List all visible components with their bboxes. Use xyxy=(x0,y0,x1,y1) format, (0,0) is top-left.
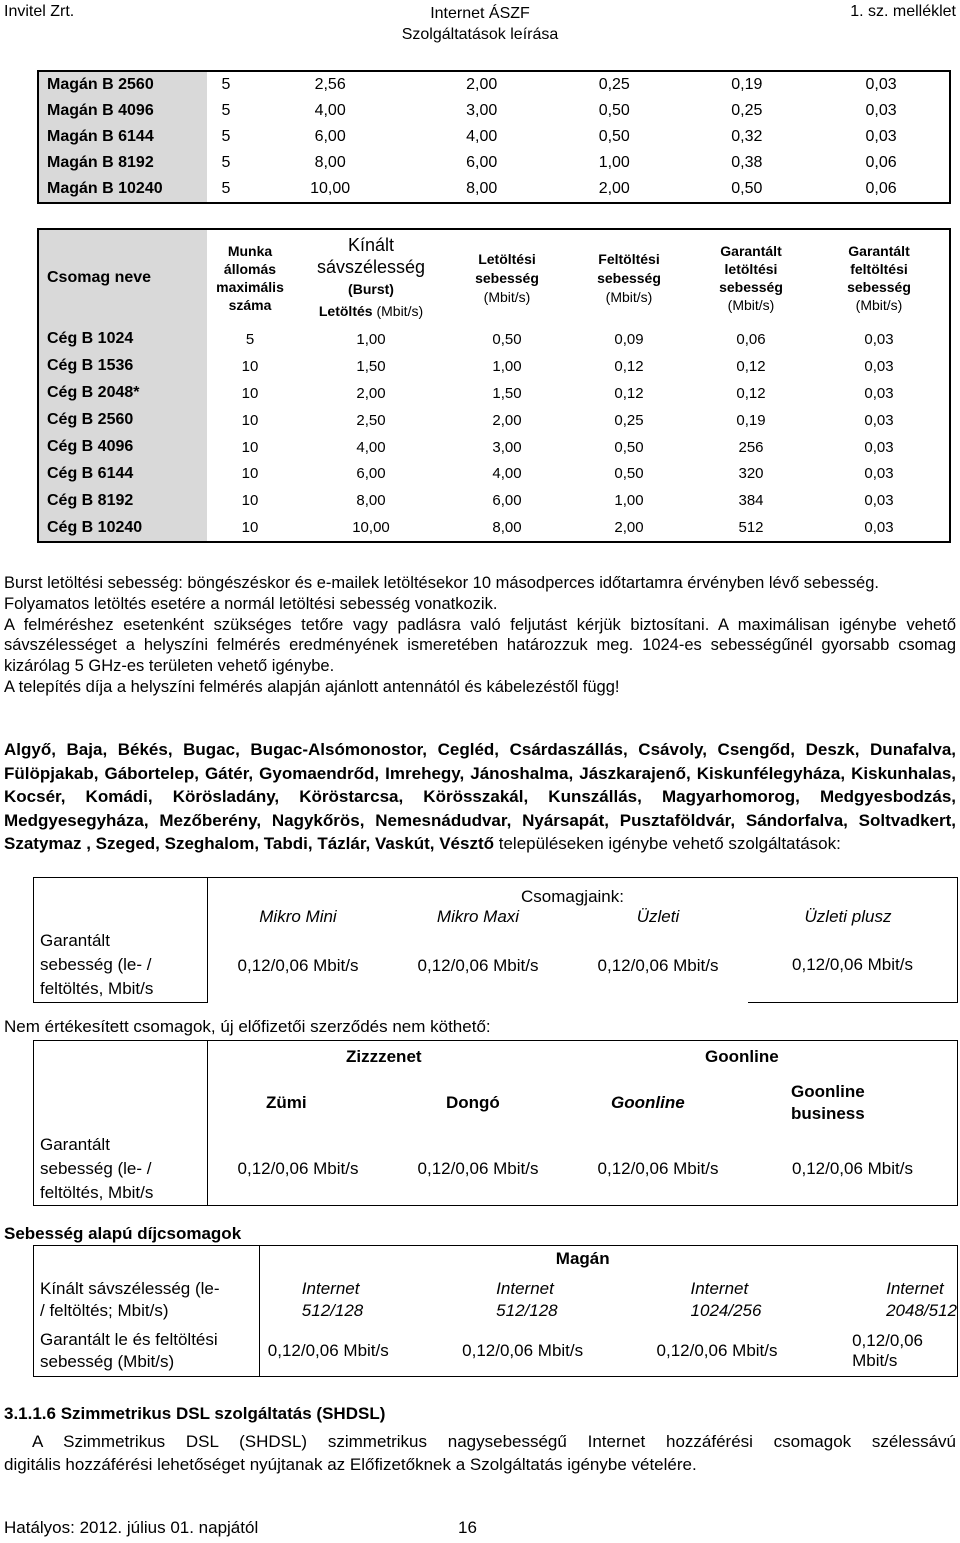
value-cell: 0,12 xyxy=(736,384,766,402)
table-row xyxy=(38,176,950,203)
package-name-cell: Magán B 10240 xyxy=(38,176,207,203)
note-burst: Burst letöltési sebesség: böngészéskor és e-mailek letöltésekor 10 másodperces időtartamra érvényben lévő sebesség. Folyamatos letöltés esetére a normál letöltési sebesség vonatkozik. xyxy=(4,574,879,613)
group-zizzzenet: Zizzzenet xyxy=(346,1047,422,1066)
header-annex: 1. sz. melléklet xyxy=(850,3,956,20)
group-goonline: Goonline xyxy=(705,1047,779,1066)
value-cell: 0,03 xyxy=(864,411,894,429)
value-cell: 0,03 xyxy=(865,76,897,93)
col-goonline-business: Goonline business xyxy=(791,1082,865,1123)
value-cell: 2,56 xyxy=(314,76,346,93)
value-cell: 5 xyxy=(221,102,231,119)
value-cell: 0,06 xyxy=(736,330,766,348)
packages-table xyxy=(33,877,958,1003)
table-header-row xyxy=(38,229,950,326)
value-goonline: 0,12/0,06 Mbit/s xyxy=(568,1133,748,1206)
value-cell: 320 xyxy=(738,465,764,483)
value-cell: 0,50 xyxy=(614,438,644,456)
value-cell: 0,03 xyxy=(864,330,894,348)
value-cell: 0,25 xyxy=(731,102,763,119)
value-cell: 0,03 xyxy=(865,128,897,145)
notes-block xyxy=(4,573,956,698)
value-cell: 8,00 xyxy=(492,519,522,537)
package-name-cell: Cég B 4096 xyxy=(38,434,207,461)
table-row xyxy=(38,514,950,542)
value-cell: 6,00 xyxy=(356,465,386,483)
value-cell: 0,06 xyxy=(865,180,897,197)
table-row xyxy=(38,326,950,353)
col-workstations: Munka állomás maximális száma xyxy=(216,243,284,313)
value-cell: 6,00 xyxy=(314,128,346,145)
value-cell: 10 xyxy=(241,357,259,375)
value-cell: 0,03 xyxy=(864,492,894,510)
col-package-name: Csomag neve xyxy=(38,229,207,326)
col-zumi: Zümi xyxy=(266,1093,307,1112)
group-magan: Magán xyxy=(259,1246,957,1273)
value-zumi: 0,12/0,06 Mbit/s xyxy=(208,1133,389,1206)
value-cell: 4,00 xyxy=(314,102,346,119)
value-cell: 3,00 xyxy=(492,438,522,456)
header-company: Invitel Zrt. xyxy=(4,3,75,20)
speed-packages-table xyxy=(33,1245,958,1377)
value-cell: 0,03 xyxy=(864,465,894,483)
note-install: A telepítés díja a helyszíni felmérés alapján ajánlott antennától és kábelezéstől függ! xyxy=(4,677,620,696)
col-guaranteed-download: Garantált letöltési sebesség (Mbit/s) xyxy=(719,243,783,313)
value-cell: 4,00 xyxy=(356,438,386,456)
value-guaranteed-4: 0,12/0,06 Mbit/s xyxy=(844,1327,957,1377)
table-row xyxy=(38,150,950,176)
header-title xyxy=(380,3,580,45)
value-mikro-maxi: 0,12/0,06 Mbit/s xyxy=(417,955,539,975)
value-cell: 0,03 xyxy=(864,357,894,375)
footer-effective-date: Hatályos: 2012. július 01. napjától xyxy=(4,1518,259,1537)
ceg-b-table xyxy=(37,228,951,543)
package-name-cell: Magán B 6144 xyxy=(38,124,207,150)
value-cell: 0,38 xyxy=(731,154,763,171)
value-guaranteed-2: 0,12/0,06 Mbit/s xyxy=(454,1327,648,1377)
value-cell: 0,09 xyxy=(614,330,644,348)
value-cell: 10,00 xyxy=(352,519,390,537)
value-cell: 0,12 xyxy=(614,384,644,402)
value-cell: 0,03 xyxy=(864,519,894,537)
col-mikro-mini: Mikro Mini xyxy=(259,906,337,926)
value-cell: 8,00 xyxy=(314,154,346,171)
value-cell: 6,00 xyxy=(466,154,498,171)
value-cell: 5 xyxy=(221,154,231,171)
towns-suffix: településeken igénybe vehető szolgáltatások: xyxy=(494,834,841,853)
col-uzleti-plusz: Üzleti plusz xyxy=(804,906,892,926)
value-cell: 10 xyxy=(241,465,259,483)
value-cell: 10 xyxy=(241,411,259,429)
value-cell: 2,00 xyxy=(466,76,498,93)
col-upload: Feltöltési sebesség (Mbit/s) xyxy=(597,250,661,305)
value-cell: 2,50 xyxy=(356,411,386,429)
package-name-cell: Magán B 4096 xyxy=(38,98,207,124)
legacy-packages-table xyxy=(33,1040,958,1206)
value-cell: 10 xyxy=(241,384,259,402)
table-row xyxy=(38,353,950,380)
table-row xyxy=(38,380,950,407)
value-cell: 2,00 xyxy=(598,180,630,197)
value-cell: 0,50 xyxy=(598,128,630,145)
value-cell: 4,00 xyxy=(466,128,498,145)
value-uzleti-plusz: 0,12/0,06 Mbit/s xyxy=(748,929,958,1003)
col-guaranteed-upload: Garantált feltöltési sebesség (Mbit/s) xyxy=(847,243,911,313)
table-row xyxy=(38,407,950,434)
package-name-cell: Cég B 8192 xyxy=(38,487,207,514)
row-label-guaranteed: Garantált sebesség (le- / feltöltés, Mbit/s xyxy=(34,929,208,1003)
col-dongo: Dongó xyxy=(446,1093,500,1112)
value-cell: 0,12 xyxy=(614,357,644,375)
header-title-line2: Szolgáltatások leírása xyxy=(401,26,559,43)
value-guaranteed-3: 0,12/0,06 Mbit/s xyxy=(649,1327,845,1377)
col-download: Letöltési sebesség (Mbit/s) xyxy=(475,250,539,305)
table-row xyxy=(38,487,950,514)
shdsl-paragraph xyxy=(4,1430,956,1476)
package-name-cell: Cég B 1536 xyxy=(38,353,207,380)
package-name-cell: Cég B 1024 xyxy=(38,326,207,353)
value-cell: 10 xyxy=(241,492,259,510)
value-cell: 2,00 xyxy=(356,384,386,402)
shdsl-line1: A Szimmetrikus DSL (SHDSL) szimmetrikus nagysebességű Internet hozzáférési csomagok szélessávú xyxy=(32,1432,956,1451)
value-mikro-mini: 0,12/0,06 Mbit/s xyxy=(237,955,359,975)
value-internet-2048-512: Internet 2048/512 xyxy=(844,1273,957,1327)
package-name-cell: Magán B 2560 xyxy=(38,71,207,98)
col-mikro-maxi: Mikro Maxi xyxy=(436,906,520,926)
header-title-line1: Internet ÁSZF xyxy=(430,5,530,22)
value-cell: 10,00 xyxy=(310,180,351,197)
note-survey: A felméréshez esetenként szükséges tetőre vagy padlásra való feljutást kérjük biztosítani. A maximálisan igénybe vehető sávszélességet a helyszíni felmérés eredményének ismeretében határozzuk meg. 1024-es sebességűnél gyorsabb csomag kizárólag 5 GHz-es területen vehető igénybe. xyxy=(4,615,956,676)
value-goonline-business: 0,12/0,06 Mbit/s xyxy=(748,1133,958,1206)
value-cell: 0,03 xyxy=(864,384,894,402)
value-cell: 8,00 xyxy=(356,492,386,510)
value-cell: 0,06 xyxy=(865,154,897,171)
value-cell: 0,50 xyxy=(492,330,522,348)
value-cell: 0,25 xyxy=(598,76,630,93)
value-cell: 6,00 xyxy=(492,492,522,510)
value-cell: 0,25 xyxy=(614,411,644,429)
value-cell: 384 xyxy=(738,492,764,510)
value-cell: 1,50 xyxy=(492,384,522,402)
value-cell: 0,50 xyxy=(598,102,630,119)
value-cell: 2,00 xyxy=(614,519,644,537)
magan-b-table xyxy=(37,70,951,204)
value-cell: 1,50 xyxy=(356,357,386,375)
legacy-header xyxy=(208,1041,958,1133)
value-cell: 1,00 xyxy=(598,154,630,171)
table-row xyxy=(38,460,950,487)
value-cell: 10 xyxy=(241,519,259,537)
row-guaranteed-label: Garantált le és feltöltési sebesség (Mbit/s) xyxy=(34,1327,260,1377)
package-name-cell: Cég B 6144 xyxy=(38,460,207,487)
value-cell: 5 xyxy=(245,330,255,348)
value-uzleti: 0,12/0,06 Mbit/s xyxy=(597,955,719,975)
package-name-cell: Cég B 10240 xyxy=(38,514,207,542)
value-cell: 0,19 xyxy=(736,411,766,429)
value-cell: 1,00 xyxy=(614,492,644,510)
value-cell: 3,00 xyxy=(466,102,498,119)
value-cell: 0,03 xyxy=(865,102,897,119)
value-cell: 0,50 xyxy=(731,180,763,197)
col-goonline: Goonline xyxy=(611,1093,685,1112)
value-cell: 2,00 xyxy=(492,411,522,429)
towns-list: Algyő, Baja, Békés, Bugac, Bugac-Alsómonostor, Cegléd, Csárdaszállás, Csávoly, Csengőd, Deszk, Dunafalva, Fülöpjakab, Gábortelep, Gátér, Gyomaendrőd, Imrehegy, Jánoshalma, Jászkarajenő, Kiskunfélegyháza, Kiskunhalas, Kocsér, Komádi, Körösladány, Köröstarcsa, Körösszakál, Kunszállás, Magyarhomorog, Medgyesbodzás, Medgyesegyháza, Mezőberény, Nagykőrös, Nemesnádudvar, Nyársapát, Pusztaföldvár, Sándorfalva, Soltvadkert, Szatymaz , Szeged, Szeghalom, Tabdi, Tázlár, Vaskút, Vésztő xyxy=(4,740,956,853)
footer-page-number: 16 xyxy=(458,1518,477,1537)
value-internet-1024-256: Internet 1024/256 xyxy=(690,1278,762,1320)
packages-group-title: Csomagjaink: xyxy=(521,886,624,906)
value-cell: 0,12 xyxy=(736,357,766,375)
value-cell: 0,32 xyxy=(731,128,763,145)
row-offered-bandwidth-label: Kínált sávszélesség (le- / feltöltés; Mbit/s) xyxy=(34,1273,260,1327)
legacy-intro: Nem értékesített csomagok, új előfizetői szerződés nem köthető: xyxy=(4,1017,491,1036)
package-name-cell: Cég B 2560 xyxy=(38,407,207,434)
value-cell: 256 xyxy=(738,438,764,456)
value-cell: 5 xyxy=(221,128,231,145)
value-cell: 1,00 xyxy=(356,330,386,348)
value-cell: 5 xyxy=(221,180,231,197)
speed-packages-title: Sebesség alapú díjcsomagok xyxy=(4,1224,242,1243)
value-cell: 10 xyxy=(241,438,259,456)
towns-paragraph xyxy=(4,738,956,856)
col-burst: Kínált sávszélesség (Burst) Letöltés (Mbit/s) xyxy=(316,235,426,319)
value-cell: 1,00 xyxy=(492,357,522,375)
shdsl-line2: digitális hozzáférési lehetőséget nyújtanak az Előfizetőknek a Szolgáltatás igénybe vételére. xyxy=(4,1455,697,1474)
value-internet-512-128-b: Internet 512/128 xyxy=(496,1278,558,1320)
package-name-cell: Cég B 2048* xyxy=(38,380,207,407)
value-dongo: 0,12/0,06 Mbit/s xyxy=(388,1133,568,1206)
table-row xyxy=(38,124,950,150)
value-cell: 0,03 xyxy=(864,438,894,456)
value-guaranteed-1: 0,12/0,06 Mbit/s xyxy=(259,1327,454,1377)
value-cell: 5 xyxy=(221,76,231,93)
table-row xyxy=(38,98,950,124)
value-cell: 8,00 xyxy=(466,180,498,197)
value-cell: 512 xyxy=(738,519,764,537)
value-cell: 0,50 xyxy=(614,465,644,483)
table-row xyxy=(38,434,950,461)
table-row xyxy=(38,71,950,98)
packages-header xyxy=(208,878,958,929)
shdsl-heading: 3.1.1.6 Szimmetrikus DSL szolgáltatás (SHDSL) xyxy=(4,1404,386,1423)
col-uzleti: Üzleti xyxy=(636,906,680,926)
package-name-cell: Magán B 8192 xyxy=(38,150,207,176)
value-cell: 4,00 xyxy=(492,465,522,483)
value-cell: 0,19 xyxy=(731,76,763,93)
legacy-row-label: Garantált sebesség (le- / feltöltés, Mbit/s xyxy=(34,1133,208,1206)
value-internet-512-128-a: Internet 512/128 xyxy=(301,1278,364,1320)
